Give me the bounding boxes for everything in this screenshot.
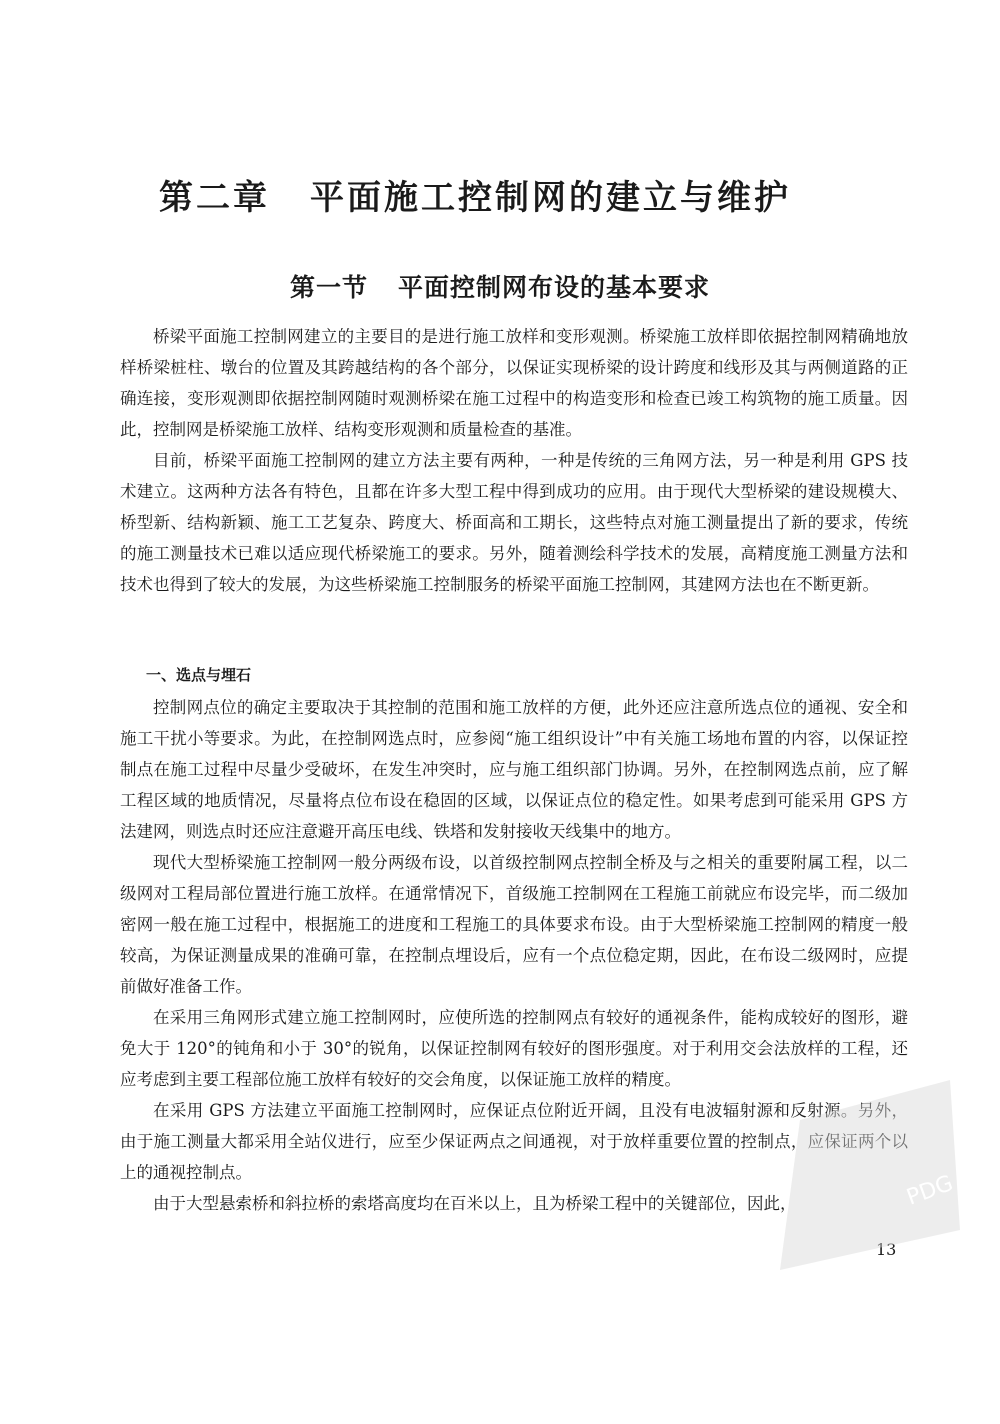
paragraph: 桥梁平面施工控制网建立的主要目的是进行施工放样和变形观测。桥梁施工放样即依据控制网精确地放样桥梁桩柱、墩台的位置及其跨越结构的各个部分，以保证实现桥梁的设计跨度和线形及其与两侧道路的正确连接，变形观测即依据控制网随时观测桥梁在施工过程中的构造变形和检查已竣工构筑物的施工质量。因此，控制网是桥梁施工放样、结构变形观测和质量检查的基准。 [120,327,908,439]
paragraph: 由于大型悬索桥和斜拉桥的索塔高度均在百米以上，且为桥梁工程中的关键部位，因此， [153,1194,797,1213]
subheading: 一、选点与埋石 [146,666,252,684]
watermark-text: PDG [903,1170,957,1211]
paragraph: 目前，桥梁平面施工控制网的建立方法主要有两种，一种是传统的三角网方法，另一种是利用 GPS 技术建立。这两种方法各有特色，且都在许多大型工程中得到成功的应用。由于现代大型桥梁的建设规模大、桥型新、结构新颖、施工工艺复杂、跨度大、桥面高和工期长，这些特点对施工测量提出了新的要求，传统的施工测量技术已难以适应现代桥梁施工的要求。另外，随着测绘科学技术的发展，高精度施工测量方法和技术也得到了较大的发展，为这些桥梁施工控制服务的桥梁平面施工控制网，其建网方法也在不断更新。 [120,451,908,594]
body-text-intro [120,321,908,600]
paragraph: 在采用三角网形式建立施工控制网时，应使所选的控制网点有较好的通视条件，能构成较好的图形，避免大于 120°的钝角和小于 30°的锐角，以保证控制网有较好的图形强度。对于利用交会法放样的工程，还应考虑到主要工程部位施工放样有较好的交会角度，以保证施工放样的精度。 [120,1008,908,1089]
paragraph: 在采用 GPS 方法建立平面施工控制网时，应保证点位附近开阔，且没有电波辐射源和反射源。另外，由于施工测量大都采用全站仪进行，应至少保证两点之间通视，对于放样重要位置的控制点，应保证两个以上的通视控制点。 [120,1101,908,1182]
page-number: 13 [876,1240,897,1259]
section-title [0,268,1000,304]
chapter-number: 第二章 [159,178,270,218]
body-text-site-selection [120,692,908,1219]
chapter-title [0,170,950,219]
chapter-name: 平面施工控制网的建立与维护 [310,178,791,218]
paragraph: 控制网点位的确定主要取决于其控制的范围和施工放样的方便，此外还应注意所选点位的通视、安全和施工干扰小等要求。为此，在控制网选点时，应参阅“施工组织设计”中有关施工场地布置的内容，以保证控制点在施工过程中尽量少受破坏，在发生冲突时，应与施工组织部门协调。另外，在控制网选点前，应了解工程区域的地质情况，尽量将点位布设在稳固的区域，以保证点位的稳定性。如果考虑到可能采用 GPS 方法建网，则选点时还应注意避开高压电线、铁塔和发射接收天线集中的地方。 [120,698,908,841]
section-name: 平面控制网布设的基本要求 [398,273,711,302]
section-number: 第一节 [289,273,368,302]
paragraph: 现代大型桥梁施工控制网一般分两级布设，以首级控制网点控制全桥及与之相关的重要附属工程，以二级网对工程局部位置进行施工放样。在通常情况下，首级施工控制网在工程施工前就应布设完毕，而二级加密网一般在施工过程中，根据施工的进度和工程施工的具体要求布设。由于大型桥梁施工控制网的精度一般较高，为保证测量成果的准确可靠，在控制点埋设后，应有一个点位稳定期，因此，在布设二级网时，应提前做好准备工作。 [120,853,908,996]
